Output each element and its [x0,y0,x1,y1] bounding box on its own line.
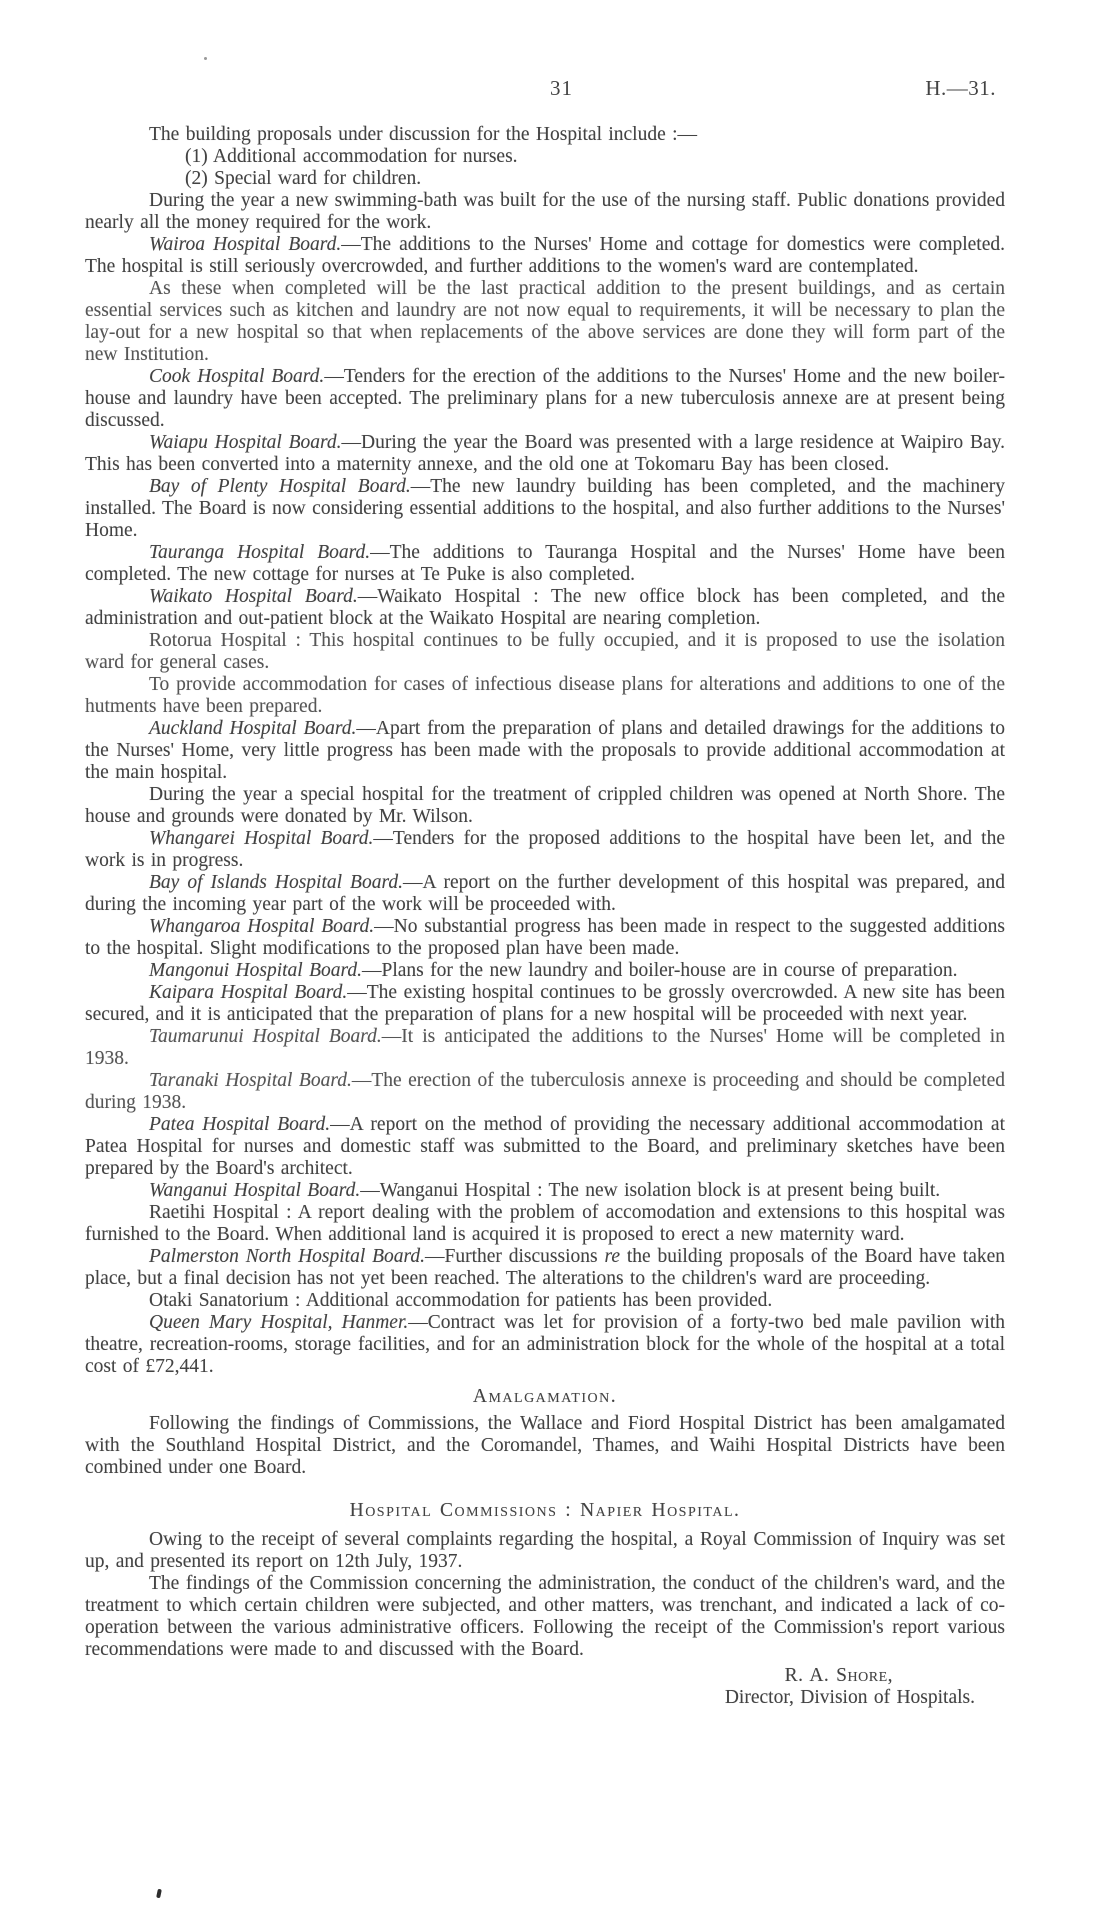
paragraph-bay-of-plenty-board [85,476,1005,542]
paragraph-infectious-disease [85,674,1005,718]
paragraph-text: —The erection of the tuberculosis annexe is proceeding and should be completed during 1938. [85,1070,1006,1113]
paragraph-text: —Tenders for the proposed additions to the hospital have been let, and the work is in progress. [85,828,1006,871]
section-heading-hospital-commissions: Hospital Commissions : Napier Hospital. [349,1500,741,1521]
paragraph-amalgamation [85,1413,1005,1479]
paragraph-text: During the year a new swimming-bath was built for the use of the nursing staff. Public donations provided nearly all the money required for the work. [85,190,1005,233]
board-name: Auckland Hospital Board. [149,718,357,739]
paragraph-text: —The new laundry building has been completed, and the machinery installed. The Board is now considering essential additions to the hospital, and also further additions to the Nurses' Home. [85,476,1005,541]
paragraph-otaki-sanatorium [85,1290,1005,1312]
board-name: Patea Hospital Board. [149,1114,331,1135]
board-name: Queen Mary Hospital, Hanmer. [149,1312,409,1333]
board-name: Palmerston North Hospital Board. [149,1246,426,1267]
board-name: Mangonui Hospital Board. [149,960,362,981]
paragraph-palmerston-north-board [85,1246,1005,1290]
paragraph-crippled-children [85,784,1005,828]
board-name: Bay of Plenty Hospital Board. [149,476,411,497]
section-heading-amalgamation: Amalgamation. [472,1386,618,1407]
paragraph-text: During the year a special hospital for the treatment of crippled children was opened at North Shore. The house and grounds were donated by Mr. Wilson. [85,784,1005,827]
paragraph-text: —A report on the method of providing the necessary additional accommodation at Patea Hospital for nurses and domestic staff was submitted to the Board, and preliminary sketches have been prepared by the Board's architect. [85,1114,1005,1179]
paragraph-text: —A report on the further development of this hospital was prepared, and during the incoming year part of the work will be proceeded with. [85,872,1005,915]
signature-block [85,1665,1005,1709]
paragraph-royal-commission [85,1529,1005,1573]
paragraph-kaipara-board [85,982,1005,1026]
paragraph-text: —No substantial progress has been made in respect to the suggested additions to the hospital. Slight modifications to the proposed plan have been made. [85,916,1005,959]
signature-title: Director, Division of Hospitals. [724,1687,975,1708]
list-item-2 [85,168,1005,190]
paragraph-rotorua-hospital [85,630,1005,674]
paragraph-text: —It is anticipated the additions to the Nurses' Home will be completed in 1938. [85,1026,1005,1069]
paragraph-auckland-board [85,718,1005,784]
paragraph-cook-board [85,366,1005,432]
paragraph-swimming-bath [85,190,1005,234]
paragraph-text: —Wanganui Hospital : The new isolation block is at present being built. [360,1180,941,1201]
paragraph-text: —The additions to Tauranga Hospital and the Nurses' Home have been completed. The new cottage for nurses at Te Puke is also completed. [85,542,1005,585]
paragraph-waiapu-board [85,432,1005,476]
paragraph-text: —Contract was let for provision of a forty-two bed male pavilion with theatre, recreation-rooms, storage facilities, and for an administration block for the whole of the hospital at a total cost of £72,441. [85,1312,1005,1377]
paragraph-waikato-board [85,586,1005,630]
document-body [85,124,1005,1709]
paragraph-wairoa-services [85,278,1005,366]
paragraph-commission-findings [85,1573,1005,1661]
board-name: Waikato Hospital Board. [149,586,358,607]
paragraph-queen-mary-hospital [85,1312,1005,1378]
paragraph-text: Otaki Sanatorium : Additional accommodation for patients has been provided. [149,1290,773,1311]
board-name: Taranaki Hospital Board. [149,1070,352,1091]
board-name: Wairoa Hospital Board. [149,234,342,255]
paragraph-whangaroa-board [85,916,1005,960]
board-name: Cook Hospital Board. [149,366,325,387]
paragraph-text: As these when completed will be the last practical addition to the present buildings, and as certain essential services such as kitchen and laundry are not now equal to requirements, it will be necessary to plan the lay-out for a new hospital so that when replacements of the above services are done they will form part of the new Institution. [85,278,1005,365]
paragraph-taranaki-board [85,1070,1005,1114]
paragraph-text: To provide accommodation for cases of infectious disease plans for alterations and additions to one of the hutments have been prepared. [85,674,1005,717]
paragraph-text: the building proposals of the Board have taken place, but a final decision has not yet been reached. The alterations to the children's ward are proceeding. [85,1246,1006,1289]
paragraph-text: Raetihi Hospital : A report dealing with the problem of accomodation and extensions to this hospital was furnished to the Board. When additional land is acquired it is proposed to erect a new maternity ward. [85,1202,1005,1245]
paragraph-intro [85,124,1005,146]
paragraph-taumarunui-board [85,1026,1005,1070]
board-name: Tauranga Hospital Board. [149,542,371,563]
ink-speck [156,1889,162,1899]
paragraph-text: —Plans for the new laundry and boiler-house are in course of preparation. [362,960,958,981]
paragraph-text: —Further discussions [425,1246,605,1267]
paragraph-text: Rotorua Hospital : This hospital continues to be fully occupied, and it is proposed to use the isolation ward for general cases. [85,630,1005,673]
board-name: Whangaroa Hospital Board. [149,916,375,937]
page-header [0,76,1114,104]
paragraph-raetihi-hospital [85,1202,1005,1246]
paragraph-text: The findings of the Commission concerning the administration, the conduct of the children's ward, and the treatment to which certain children were subjected, and other matters, was trenchant, and indicated a lack of co-operation between the various administrative officers. Following the receipt of the Commission's report various recommendations were made to and discussed with the Board. [85,1573,1005,1660]
board-name: Taumarunui Hospital Board. [149,1026,382,1047]
list-item-1 [85,146,1005,168]
paragraph-bay-of-islands-board [85,872,1005,916]
board-name: Bay of Islands Hospital Board. [149,872,403,893]
list-item-text: (1) Additional accommodation for nurses. [185,146,518,167]
paragraph-text: —The additions to the Nurses' Home and cottage for domestics were completed. The hospital is still seriously overcrowded, and further additions to the women's ward are contemplated. [85,234,1006,277]
list-item-text: (2) Special ward for children. [185,168,422,189]
paragraph-text: —Apart from the preparation of plans and detailed drawings for the additions to the Nurses' Home, very little progress has been made with the proposals to provide additional accommodation at the main hospital. [85,718,1006,783]
paragraph-text: —During the year the Board was presented with a large residence at Waipiro Bay. This has been converted into a maternity annexe, and the old one at Tokomaru Bay has been closed. [85,432,1005,475]
italic-word: re [604,1246,620,1267]
paragraph-text: —Waikato Hospital : The new office block has been completed, and the administration and out-patient block at the Waikato Hospital are nearing completion. [85,586,1005,629]
paragraph-whangarei-board [85,828,1005,872]
ink-speck [204,57,207,60]
paragraph-tauranga-board [85,542,1005,586]
paragraph-patea-board [85,1114,1005,1180]
paragraph-text: Owing to the receipt of several complaints regarding the hospital, a Royal Commission of Inquiry was set up, and presented its report on 12th July, 1937. [85,1529,1005,1572]
board-name: Wanganui Hospital Board. [149,1180,361,1201]
paragraph-text: Following the findings of Commissions, the Wallace and Fiord Hospital District has been amalgamated with the Southland Hospital District, and the Coromandel, Thames, and Waihi Hospital Districts have been combined under one Board. [85,1413,1005,1478]
board-name: Kaipara Hospital Board. [149,982,348,1003]
paragraph-text: —The existing hospital continues to be grossly overcrowded. A new site has been secured, and it is anticipated that the preparation of plans for a new hospital will be proceeded with next year. [85,982,1005,1025]
page-number: 31 [550,76,573,100]
paragraph-wairoa-board [85,234,1005,278]
paragraph-mangonui-board [85,960,1005,982]
paragraph-text: —Tenders for the erection of the additions to the Nurses' Home and the new boiler-house and laundry have been accepted. The preliminary plans for a new tuberculosis annexe are at present being discussed. [85,366,1005,431]
report-code: H.—31. [925,76,996,100]
paragraph-wanganui-board [85,1180,1005,1202]
paragraph-text: The building proposals under discussion for the Hospital include :— [149,124,698,145]
board-name: Waiapu Hospital Board. [149,432,342,453]
board-name: Whangarei Hospital Board. [149,828,374,849]
signature-name: R. A. Shore, [784,1665,893,1686]
